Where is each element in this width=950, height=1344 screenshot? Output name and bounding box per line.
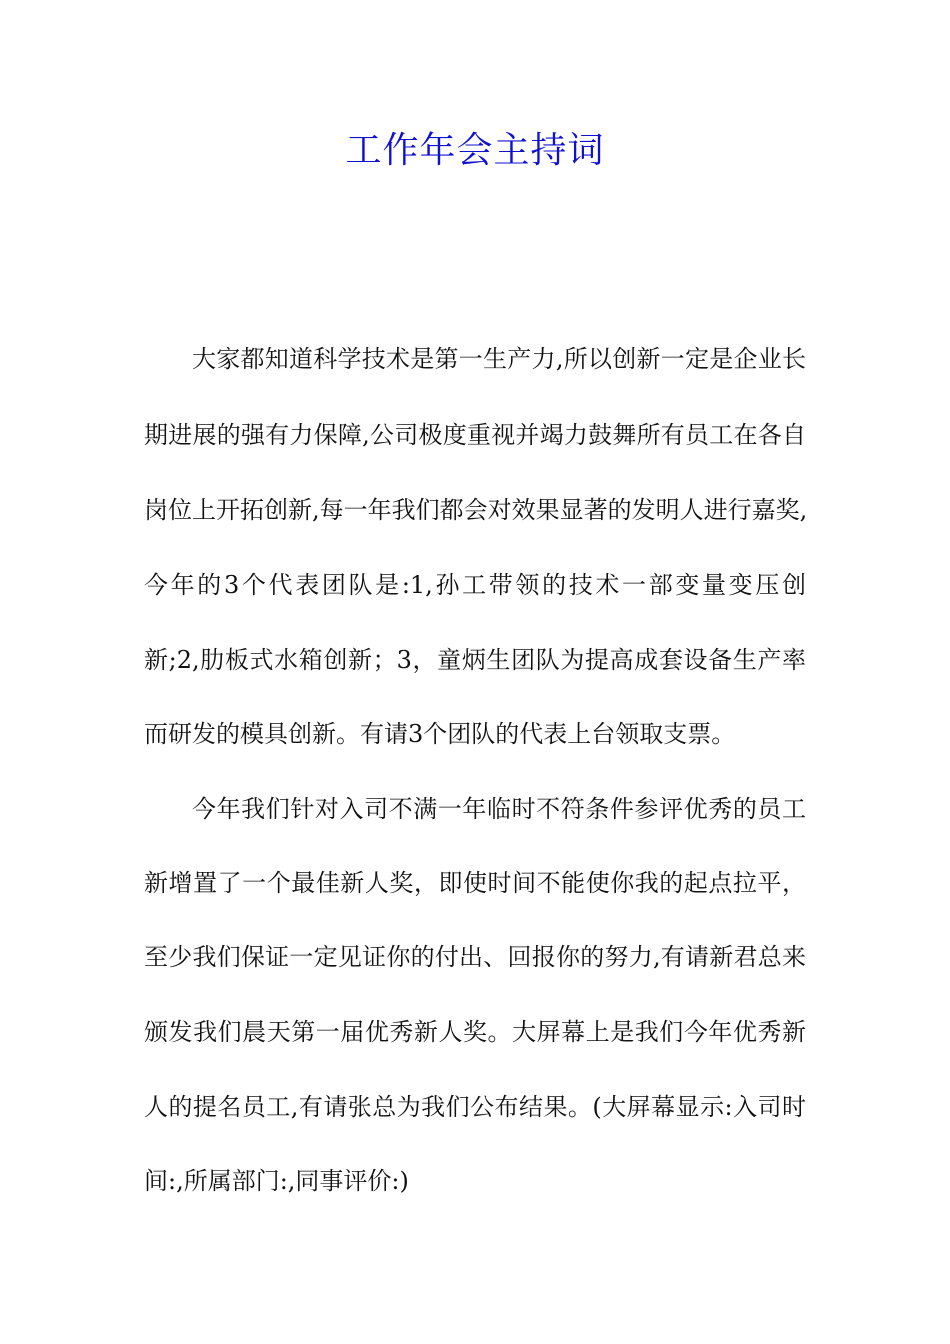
paragraph-1-line-4: 今年的3个代表团队是:1,孙工带领的技术一部变量变压创 [144, 571, 806, 599]
paragraph-1-line-5: 新;2,肋板式水箱创新；3，童炳生团队为提高成套设备生产率 [144, 646, 806, 674]
paragraph-2-line-5: 人的提名员工,有请张总为我们公布结果。(大屏幕显示:入司时 [144, 1093, 806, 1121]
paragraph-2-line-3: 至少我们保证一定见证你的付出、回报你的努力,有请新君总来 [144, 943, 806, 971]
paragraph-2-line-1: 今年我们针对入司不满一年临时不符条件参评优秀的员工 [192, 795, 806, 823]
document-title: 工作年会主持词 [345, 130, 605, 171]
paragraph-1-line-1: 大家都知道科学技术是第一生产力,所以创新一定是企业长 [192, 345, 806, 373]
paragraph-1-line-3: 岗位上开拓创新,每一年我们都会对效果显著的发明人进行嘉奖, [144, 496, 808, 524]
paragraph-1-line-6: 而研发的模具创新。有请3个团队的代表上台领取支票。 [144, 720, 736, 748]
paragraph-2-line-4: 颁发我们晨天第一届优秀新人奖。大屏幕上是我们今年优秀新 [144, 1018, 806, 1046]
paragraph-2-line-2: 新增置了一个最佳新人奖，即使时间不能使你我的起点拉平， [144, 869, 806, 897]
paragraph-1-line-2: 期进展的强有力保障,公司极度重视并竭力鼓舞所有员工在各自 [144, 421, 806, 449]
paragraph-2-line-6: 间:,所属部门:,同事评价:) [144, 1167, 409, 1195]
